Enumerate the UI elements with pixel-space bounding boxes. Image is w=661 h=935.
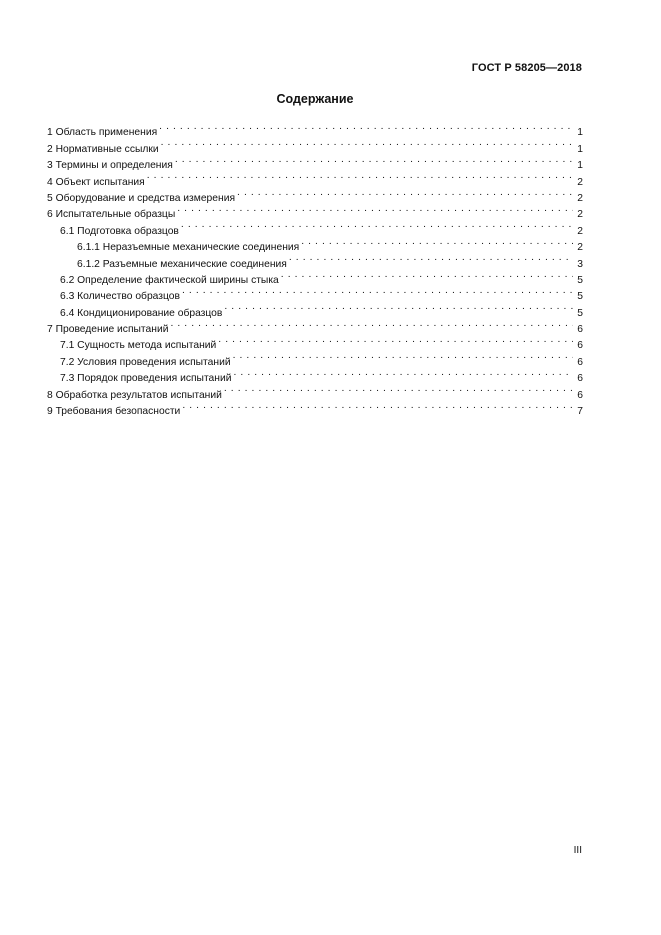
dot-leader — [161, 135, 573, 151]
dot-leader — [224, 381, 573, 397]
dot-leader — [233, 365, 573, 381]
dot-leader — [218, 332, 573, 348]
toc-entry-label: 7.2 Условия проведения испытаний — [60, 356, 231, 368]
dot-leader — [177, 201, 573, 217]
toc-entry-label: 6.1 Подготовка образцов — [60, 225, 179, 237]
toc-entry-page: 2 — [577, 192, 583, 204]
toc-entry-page: 2 — [577, 176, 583, 188]
page-number: III — [573, 845, 582, 856]
dot-leader — [175, 152, 573, 168]
toc-entry-page: 6 — [577, 356, 583, 368]
toc-entry-label: 7.3 Порядок проведения испытаний — [60, 373, 232, 385]
dot-leader — [237, 185, 573, 201]
document-code: ГОСТ Р 58205—2018 — [471, 62, 582, 74]
dot-leader — [224, 299, 573, 315]
dot-leader — [281, 267, 573, 283]
toc-entry-label: 6.1.2 Разъемные механические соединения — [77, 258, 287, 270]
toc-entry-label: 6.3 Количество образцов — [60, 291, 180, 303]
dot-leader — [289, 250, 573, 266]
toc-entry-page: 2 — [577, 225, 583, 237]
toc-entry-label: 9 Требования безопасности — [47, 406, 181, 418]
dot-leader — [170, 316, 573, 332]
toc-entry-label: 1 Область применения — [47, 127, 158, 139]
toc-entry-page: 7 — [577, 406, 583, 418]
toc-entry-page: 1 — [577, 127, 583, 139]
dot-leader — [147, 168, 573, 184]
toc-entry-label: 6.2 Определение фактической ширины стыка — [60, 274, 279, 286]
dot-leader — [182, 283, 573, 299]
dot-leader — [233, 348, 573, 364]
dot-leader — [182, 398, 573, 414]
toc-entry-label: 6 Испытательные образцы — [47, 209, 176, 221]
toc-entry-page: 2 — [577, 242, 583, 254]
toc-entry-page: 1 — [577, 143, 583, 155]
toc-entry-label: 8 Обработка результатов испытаний — [47, 389, 222, 401]
toc-entry-page: 1 — [577, 160, 583, 172]
toc-entry-page: 6 — [577, 373, 583, 385]
toc-entry-page: 3 — [577, 258, 583, 270]
toc-title: Содержание — [276, 92, 354, 106]
toc-entry-label: 2 Нормативные ссылки — [47, 143, 159, 155]
toc-entry-page: 2 — [577, 209, 583, 221]
dot-leader — [301, 234, 573, 250]
dot-leader — [181, 217, 573, 233]
toc-entry-page: 5 — [577, 291, 583, 303]
toc-entry-label: 4 Объект испытания — [47, 176, 145, 188]
table-of-contents — [47, 119, 583, 418]
toc-entry-page: 6 — [577, 389, 583, 401]
toc-entry-label: 7 Проведение испытаний — [47, 324, 169, 336]
toc-entry-label: 7.1 Сущность метода испытаний — [60, 340, 217, 352]
toc-entry-label: 6.1.1 Неразъемные механические соединения — [77, 242, 300, 254]
dot-leader — [159, 119, 573, 135]
toc-entry-label: 5 Оборудование и средства измерения — [47, 192, 236, 204]
toc-entry-page: 5 — [577, 307, 583, 319]
toc-entry[interactable] — [47, 119, 583, 139]
toc-entry-label: 6.4 Кондиционирование образцов — [60, 307, 223, 319]
toc-entry-page: 5 — [577, 274, 583, 286]
toc-entry-page: 6 — [577, 340, 583, 352]
toc-entry-label: 3 Термины и определения — [47, 160, 173, 172]
toc-entry-page: 6 — [577, 324, 583, 336]
